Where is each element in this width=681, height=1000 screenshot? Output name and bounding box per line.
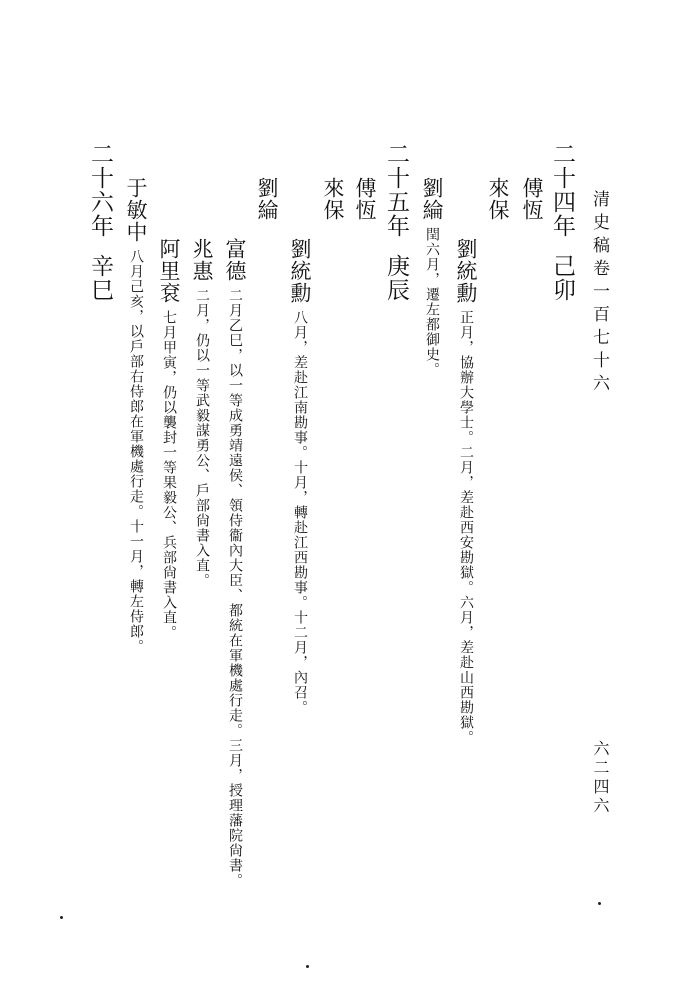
official-name: 來保 xyxy=(486,177,510,221)
ganzhi-label: 庚辰 xyxy=(383,254,409,302)
official-name: 劉統勳 xyxy=(288,238,312,304)
year-heading xyxy=(88,142,111,302)
official-name: 來保 xyxy=(321,177,345,221)
entry-text: 正月，協辦大學士。二月，差赴西安勘獄。六月，差赴山西勘獄。 xyxy=(458,310,474,745)
year-heading xyxy=(384,142,407,302)
entry-text: 二月乙巳，以一等成勇靖遠侯、領侍衞內大臣、都統在軍機處行走。三月，授理藩院尙書。 xyxy=(227,288,243,888)
entry-text: 七月甲寅，仍以襲封一等果毅公、兵部尙書入直。 xyxy=(161,310,177,640)
ganzhi-label: 辛巳 xyxy=(87,254,113,302)
official-entry xyxy=(158,238,179,640)
entry-text: 八月，差赴江南勘事。十月，轉赴江西勘事。十二月，內召。 xyxy=(292,310,308,715)
official-name: 傅恆 xyxy=(520,177,544,221)
year-label: 二十四年 xyxy=(549,142,575,238)
official-entry xyxy=(125,177,146,654)
year-heading xyxy=(550,142,573,302)
official-name: 阿里袞 xyxy=(157,238,181,304)
page-number: 六二四六 xyxy=(591,740,610,816)
ganzhi-label: 己卯 xyxy=(549,254,575,302)
official-name: 劉綸 xyxy=(420,177,444,221)
official-name: 兆惠 xyxy=(190,238,214,282)
official-entry xyxy=(455,238,476,745)
scan-speck xyxy=(306,965,309,968)
scan-speck xyxy=(598,902,601,905)
official-name: 于敏中 xyxy=(124,177,148,243)
official-entry xyxy=(224,238,245,888)
official-entry xyxy=(289,238,310,715)
official-name: 富德 xyxy=(223,238,247,282)
official-name: 劉綸 xyxy=(255,177,279,221)
scan-speck xyxy=(60,916,63,919)
entry-text: 二月，仍以一等武毅謀勇公、戶部尙書入直。 xyxy=(194,288,210,588)
year-label: 二十六年 xyxy=(87,142,113,238)
running-title: 清史稿卷一百七十六 xyxy=(589,190,609,397)
entry-text: 閏六月，遷左都御史。 xyxy=(424,227,440,377)
official-name: 傅恆 xyxy=(353,177,377,221)
entry-text: 八月己亥，以戶部右侍郎在軍機處行走。十一月，轉左侍郎。 xyxy=(128,249,144,654)
year-label: 二十五年 xyxy=(383,142,409,238)
official-entry xyxy=(421,177,442,377)
official-entry xyxy=(191,238,212,588)
official-name: 劉統勳 xyxy=(454,238,478,304)
